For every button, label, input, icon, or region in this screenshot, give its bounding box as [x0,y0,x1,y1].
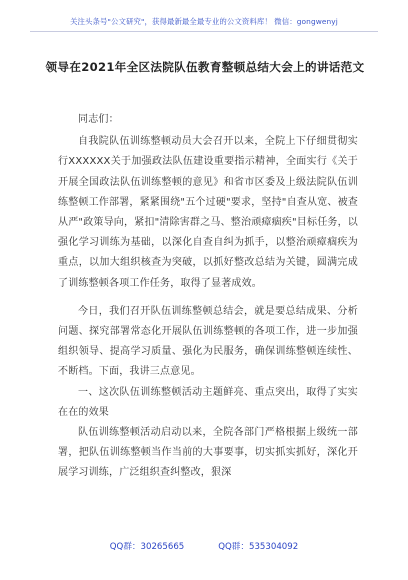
header-text: 关注头条号"公文研究"，获得最新最全最专业的公文资料库！ 微信：gongwenyj [70,17,338,26]
footer-qq-group-2: QQ群：535304092 [218,542,299,552]
paragraph-3: 队伍训练整顿活动启动以来，全院各部门严格根据上级统一部署，把队伍训练整顿当作当前的大事要事，切实抓实抓好，深化开展学习训练，广泛组织查纠整改，狠深 [58,427,358,479]
section-heading-1: 一、这次队伍训练整顿活动主题鲜亮、重点突出，取得了实实在在的效果 [58,386,358,418]
header-banner [0,16,408,27]
header-divider [30,31,378,32]
salutation: 同志们： [78,114,119,125]
document-body [58,110,358,484]
paragraph-1: 自我院队伍训练整顿动员大会召开以来，全院上下仔细贯彻实行XXXXXX关于加强政法队伍建设重要指示精神，全面实行《关于开展全国政法队伍训练整顿的意见》和省市区委及上级法院队伍训练整顿工作部署，紧紧围绕"五个过硬"要求，坚持"自查从宽、被查从严"政策导向，紧扣"清除害群之马、整治顽瘴痼疾"目标任务，以强化学习训练为基础，以深化自查自纠为抓手，以整治顽瘴痼疾为重点，以加大组织核查为突破，以抓好整改总结为关键，圆满完成了训练整顿各项工作任务，取得了显著成效。 [58,136,358,289]
paragraph-2: 今日，我们召开队伍训练整顿总结会，就是要总结成果、分析问题、探究部署常态化开展队伍训练整顿的各项工作，进一步加强组织领导、提高学习质量、强化为民服务，确保训练整顿连续性、不断档。下面，我讲三点意见。 [58,305,358,378]
footer-qq-group-1: QQ群：30265665 [109,542,185,552]
document-title: 领导在2021年全区法院队伍教育整顿总结大会上的讲话范文 [45,60,365,74]
footer [0,540,408,552]
